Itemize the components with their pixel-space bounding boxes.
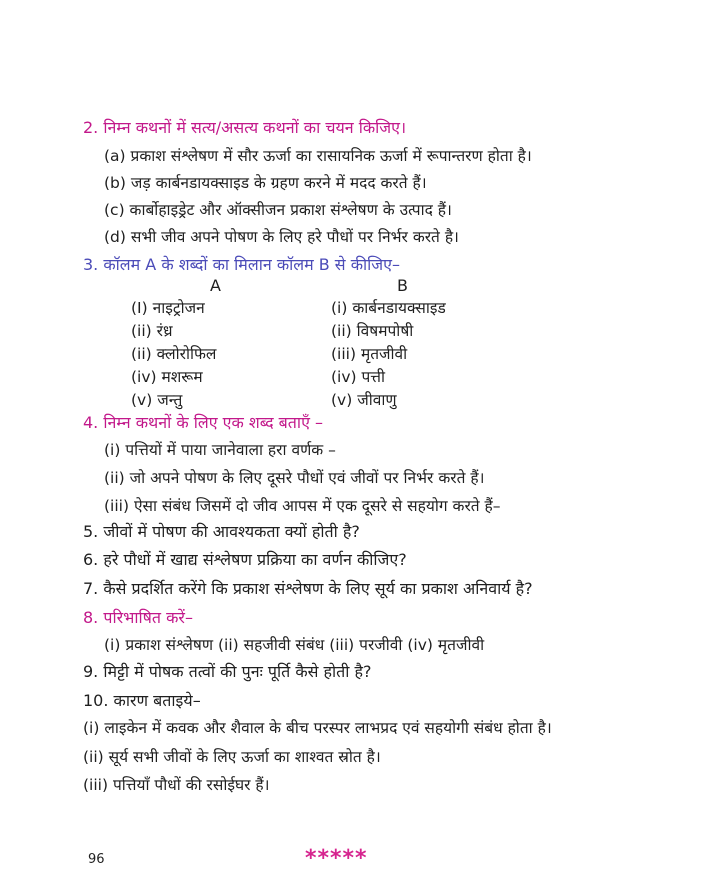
q4-item-ii: (ii) जो अपने पोषण के लिए दूसरे पौधों एवं जीवों पर निर्भर करते हैं। — [104, 469, 485, 487]
q2-item-b: (b) जड़ कार्बनडायक्साइड के ग्रहण करने में मदद करते हैं। — [104, 174, 427, 192]
question-6: 6. हरे पौधों में खाद्य संश्लेषण प्रक्रिया का वर्णन कीजिए? — [83, 550, 407, 569]
question-2-title: 2. निम्न कथनों में सत्य/असत्य कथनों का चयन किजिए। — [83, 118, 407, 137]
q2-item-c: (c) कार्बोहाइड्रेट और ऑक्सीजन प्रकाश संश्लेषण के उत्पाद हैं। — [104, 201, 452, 219]
question-9: 9. मिट्टी में पोषक तत्वों की पुनः पूर्ति कैसे होती है? — [83, 662, 372, 681]
q4-item-i: (i) पत्तियों में पाया जानेवाला हरा वर्णक – — [104, 441, 336, 459]
q10-item-ii: (ii) सूर्य सभी जीवों के लिए ऊर्जा का शाश्वत स्रोत है। — [83, 748, 381, 766]
question-10-title: 10. कारण बताइये– — [83, 691, 201, 710]
decorative-stars: ***** — [305, 846, 368, 871]
column-a-item: (I) नाइट्रोजन — [131, 299, 205, 317]
column-b-header: B — [397, 276, 408, 295]
column-b-item: (iv) पत्ती — [331, 368, 386, 386]
question-4-title: 4. निम्न कथनों के लिए एक शब्द बताएँ – — [83, 413, 324, 432]
column-a-item: (ii) रंध्र — [131, 322, 173, 340]
column-b-item: (iii) मृतजीवी — [331, 345, 408, 363]
question-7: 7. कैसे प्रदर्शित करेंगे कि प्रकाश संश्लेषण के लिए सूर्य का प्रकाश अनिवार्य है? — [83, 579, 533, 598]
page-number: 96 — [88, 852, 105, 867]
question-5: 5. जीवों में पोषण की आवश्यकता क्यों होती है? — [83, 522, 360, 541]
column-b-item: (i) कार्बनडायक्साइड — [331, 299, 446, 317]
column-a-header: A — [210, 276, 221, 295]
q10-item-i: (i) लाइकेन में कवक और शैवाल के बीच परस्पर लाभप्रद एवं सहयोगी संबंध होता है। — [83, 719, 552, 737]
question-3-title: 3. कॉलम A के शब्दों का मिलान कॉलम B से कीजिए– — [83, 255, 401, 274]
column-a-item: (ii) क्लोरोफिल — [131, 345, 217, 363]
q2-item-a: (a) प्रकाश संश्लेषण में सौर ऊर्जा का रासायनिक ऊर्जा में रूपान्तरण होता है। — [104, 147, 532, 165]
question-8-title: 8. परिभाषित करें– — [83, 608, 193, 627]
q8-items: (i) प्रकाश संश्लेषण (ii) सहजीवी संबंध (iii) परजीवी (iv) मृतजीवी — [104, 636, 485, 654]
column-a-item: (v) जन्तु — [131, 391, 183, 409]
column-a-item: (iv) मशरूम — [131, 368, 203, 386]
q4-item-iii: (iii) ऐसा संबंध जिसमें दो जीव आपस में एक दूसरे से सहयोग करते हैं– — [104, 497, 501, 515]
column-b-item: (ii) विषमपोषी — [331, 322, 414, 340]
q2-item-d: (d) सभी जीव अपने पोषण के लिए हरे पौधों पर निर्भर करते है। — [104, 228, 459, 246]
q10-item-iii: (iii) पत्तियाँ पौधों की रसोईघर हैं। — [83, 776, 270, 794]
column-b-item: (v) जीवाणु — [331, 391, 397, 409]
